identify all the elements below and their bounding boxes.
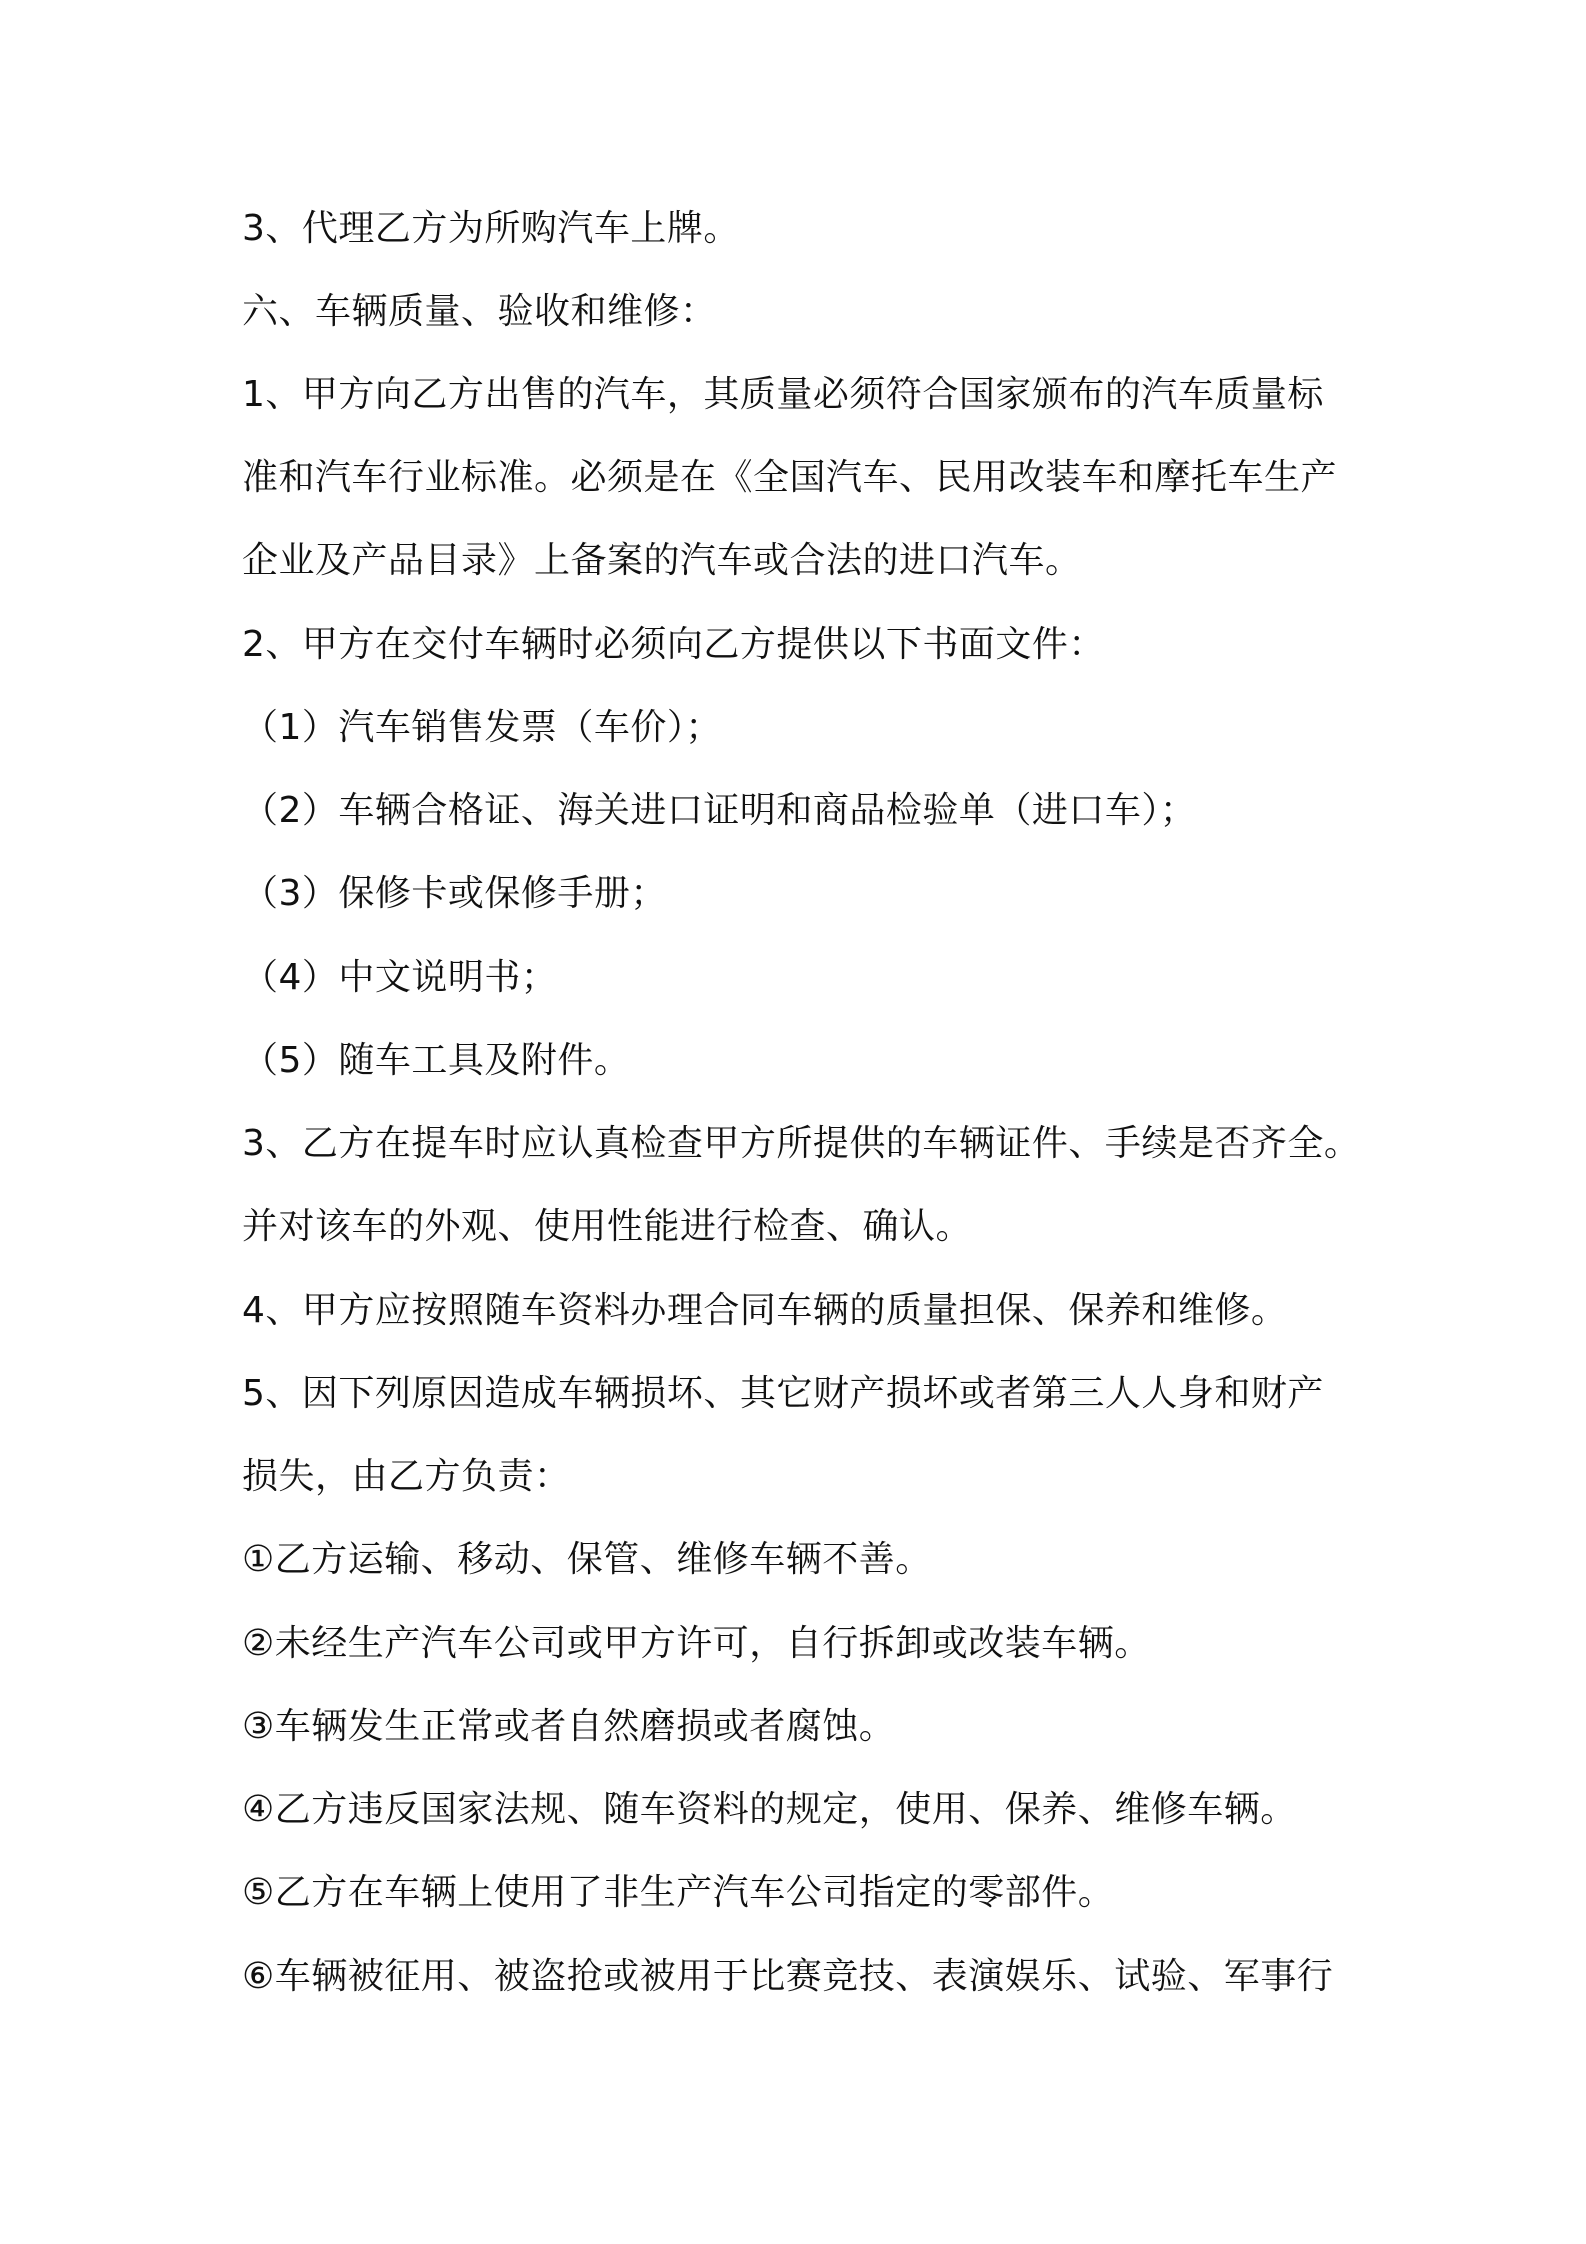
text-line: 4、甲方应按照随车资料办理合同车辆的质量担保、保养和维修。	[242, 1290, 1288, 1331]
text-line: 1、甲方向乙方出售的汽车，其质量必须符合国家颁布的汽车质量标	[242, 374, 1324, 415]
section-heading: 六、车辆质量、验收和维修：	[242, 291, 717, 332]
list-item: （3）保修卡或保修手册；	[242, 873, 667, 914]
list-item: ⑤乙方在车辆上使用了非生产汽车公司指定的零部件。	[242, 1872, 1115, 1913]
text-line: 损失，由乙方负责：	[242, 1456, 571, 1497]
text-line: 5、因下列原因造成车辆损坏、其它财产损坏或者第三人人身和财产	[242, 1373, 1324, 1414]
text-line: 3、乙方在提车时应认真检查甲方所提供的车辆证件、手续是否齐全。	[242, 1123, 1361, 1164]
text-line: 并对该车的外观、使用性能进行检查、确认。	[242, 1206, 973, 1247]
text-line: 企业及产品目录》上备案的汽车或合法的进口汽车。	[242, 540, 1082, 581]
text-line: 3、代理乙方为所购汽车上牌。	[242, 208, 740, 249]
list-item: ④乙方违反国家法规、随车资料的规定，使用、保养、维修车辆。	[242, 1789, 1297, 1830]
list-item: ③车辆发生正常或者自然磨损或者腐蚀。	[242, 1706, 896, 1747]
list-item: （2）车辆合格证、海关进口证明和商品检验单（进口车）；	[242, 790, 1197, 831]
list-item: （5）随车工具及附件。	[242, 1040, 631, 1081]
list-item: （1）汽车销售发票（车价）；	[242, 707, 722, 748]
list-item: ①乙方运输、移动、保管、维修车辆不善。	[242, 1539, 932, 1580]
text-line: 准和汽车行业标准。必须是在《全国汽车、民用改装车和摩托车生产	[242, 457, 1338, 498]
text-line: 2、甲方在交付车辆时必须向乙方提供以下书面文件：	[242, 624, 1105, 665]
list-item: ⑥车辆被征用、被盗抢或被用于比赛竞技、表演娱乐、试验、军事行	[242, 1956, 1334, 1997]
list-item: ②未经生产汽车公司或甲方许可，自行拆卸或改装车辆。	[242, 1623, 1151, 1664]
list-item: （4）中文说明书；	[242, 957, 558, 998]
